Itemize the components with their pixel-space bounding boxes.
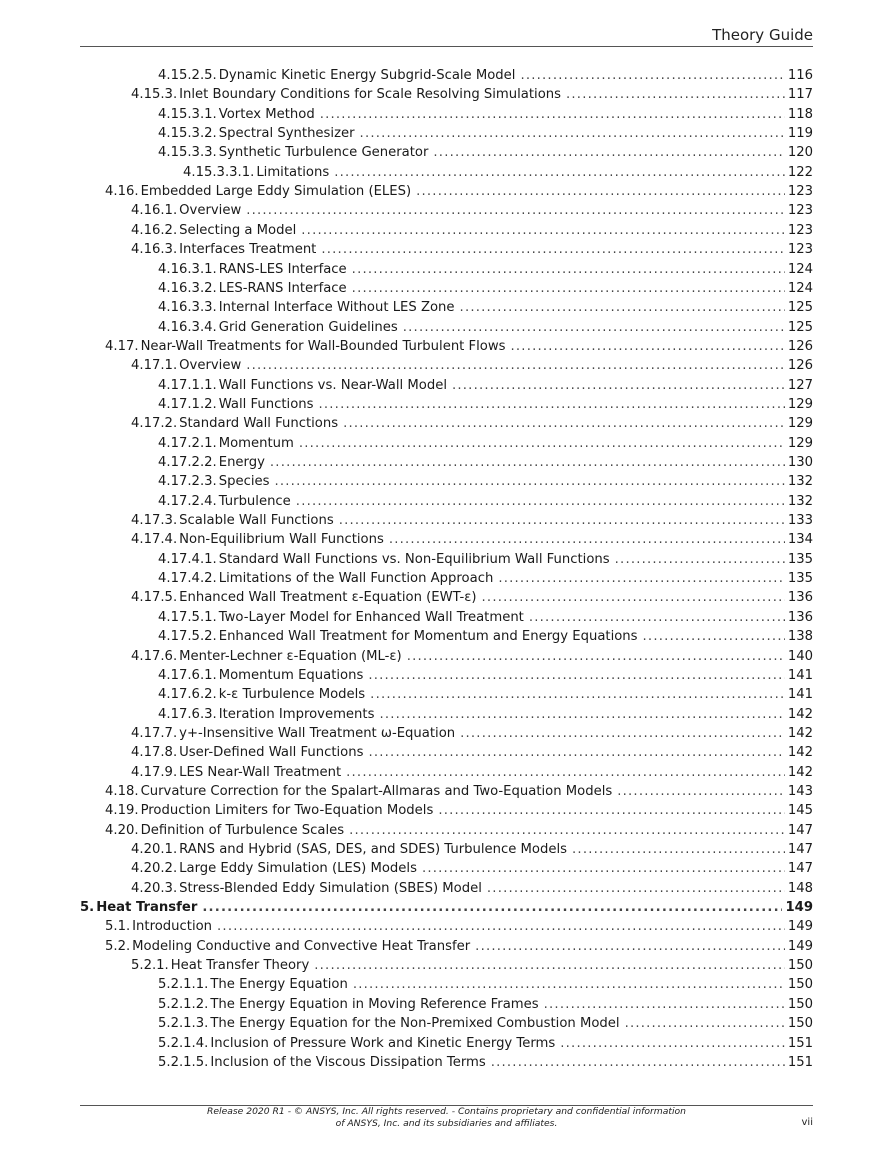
toc-entry[interactable] — [131, 743, 813, 762]
toc-entry-page: 132 — [787, 493, 813, 509]
toc-entry[interactable] — [131, 763, 813, 782]
toc-dot-leader — [422, 859, 785, 878]
toc-entry-number: 4.17.6.3. — [158, 706, 217, 722]
toc-entry-title: Interfaces Treatment — [179, 242, 317, 258]
toc-entry-title: The Energy Equation for the Non-Premixed Combustion Model — [210, 1016, 620, 1032]
toc-dot-leader — [452, 376, 785, 395]
toc-entry-number: 4.17.1.2. — [158, 396, 217, 412]
toc-dot-leader — [475, 937, 785, 956]
toc-dot-leader — [352, 279, 785, 298]
toc-dot-leader — [438, 801, 785, 820]
toc-entry-title: Embedded Large Eddy Simulation (ELES) — [140, 184, 412, 200]
toc-entry[interactable] — [131, 85, 813, 104]
toc-entry-page: 141 — [787, 667, 813, 683]
toc-entry-page: 136 — [787, 590, 813, 606]
toc-entry-page: 123 — [787, 184, 813, 200]
toc-entry-number: 4.17.3. — [131, 513, 178, 529]
toc-entry-page: 126 — [787, 338, 813, 354]
toc-entry-page: 138 — [787, 629, 813, 645]
toc-dot-leader — [275, 472, 785, 491]
toc-dot-leader — [368, 666, 784, 685]
toc-entry-number: 4.17.6. — [131, 648, 178, 664]
toc-entry-number: 5.2.1.1. — [158, 977, 209, 993]
toc-entry-page: 126 — [787, 358, 813, 374]
toc-entry[interactable] — [131, 956, 813, 975]
toc-entry-title: Iteration Improvements — [218, 706, 375, 722]
toc-entry-page: 136 — [787, 609, 813, 625]
toc-dot-leader — [482, 588, 785, 607]
toc-entry-page: 117 — [787, 87, 813, 103]
toc-entry-title: Inclusion of the Viscous Dissipation Terms — [210, 1054, 486, 1070]
toc-entry-title: RANS and Hybrid (SAS, DES, and SDES) Turbulence Models — [179, 842, 568, 857]
toc-entry[interactable] — [183, 163, 813, 182]
toc-entry[interactable] — [131, 647, 813, 666]
toc-entry[interactable] — [158, 124, 813, 143]
toc-entry-title: Vortex Method — [218, 106, 315, 122]
toc-entry[interactable] — [158, 685, 813, 704]
toc-dot-leader — [491, 1053, 785, 1072]
toc-entry-number: 4.17.6.2. — [158, 687, 217, 703]
toc-entry-number: 4.17.2.1. — [158, 435, 217, 451]
toc-entry[interactable] — [131, 879, 813, 898]
toc-entry-title: Heat Transfer — [96, 900, 198, 916]
toc-entry-title: LES-RANS Interface — [218, 280, 347, 296]
toc-entry-page: 123 — [787, 203, 813, 219]
toc-entry-title: Momentum Equations — [218, 667, 364, 683]
toc-entry[interactable] — [131, 356, 813, 375]
toc-entry-number: 5.1. — [105, 919, 131, 935]
toc-entry-title: Modeling Conductive and Convective Heat Transfer — [132, 938, 471, 954]
toc-entry-page: 127 — [787, 377, 813, 393]
toc-entry-title: Wall Functions — [218, 396, 314, 412]
toc-entry-page: 147 — [787, 861, 813, 877]
toc-entry[interactable] — [131, 240, 813, 259]
toc-entry-page: 135 — [787, 551, 813, 567]
toc-entry-page: 143 — [787, 783, 813, 799]
toc-entry-title: Standard Wall Functions vs. Non-Equilibrium Wall Functions — [218, 551, 610, 567]
toc-entry-page: 145 — [787, 803, 813, 819]
toc-entry-number: 4.15.3.3.1. — [183, 164, 255, 180]
toc-entry-page: 132 — [787, 474, 813, 490]
toc-entry-page: 150 — [787, 958, 813, 974]
toc-entry-page: 133 — [787, 513, 813, 529]
toc-entry-page: 150 — [787, 977, 813, 993]
toc-entry-number: 4.17.5. — [131, 590, 178, 606]
toc-entry-title: RANS-LES Interface — [218, 261, 347, 277]
toc-entry[interactable] — [158, 1014, 813, 1033]
toc-entry-page: 129 — [787, 396, 813, 412]
toc-entry-page: 149 — [785, 900, 813, 916]
toc-entry-title: Synthetic Turbulence Generator — [218, 145, 429, 161]
toc-entry[interactable] — [158, 492, 813, 511]
toc-entry-number: 4.16. — [105, 184, 139, 200]
toc-entry-page: 149 — [787, 938, 813, 954]
toc-entry-title: k-ε Turbulence Models — [218, 687, 366, 703]
toc-dot-leader — [334, 163, 785, 182]
toc-entry[interactable] — [158, 395, 813, 414]
toc-entry-title: Energy — [218, 455, 265, 470]
toc-dot-leader — [202, 898, 782, 917]
toc-entry-number: 4.16.3. — [131, 242, 178, 258]
toc-entry-number: 4.17.1.1. — [158, 377, 217, 393]
toc-entry-page: 122 — [787, 164, 813, 180]
header-divider — [80, 46, 813, 47]
toc-entry-title: LES Near-Wall Treatment — [179, 764, 342, 780]
toc-entry-number: 4.15.3.3. — [158, 145, 217, 161]
toc-entry-title: Non-Equilibrium Wall Functions — [179, 532, 384, 548]
toc-entry-number: 4.20.3. — [131, 880, 178, 896]
toc-entry[interactable] — [158, 569, 813, 588]
toc-entry-title: Inclusion of Pressure Work and Kinetic Energy Terms — [210, 1035, 556, 1051]
toc-entry-number: 4.17.8. — [131, 745, 178, 761]
toc-dot-leader — [511, 337, 785, 356]
toc-entry-title: Selecting a Model — [179, 222, 297, 238]
toc-entry-number: 4.20. — [105, 822, 139, 838]
toc-entry-page: 147 — [787, 842, 813, 857]
toc-entry-number: 4.17.4.2. — [158, 571, 217, 587]
toc-entry-title: Enhanced Wall Treatment for Momentum and Energy Equations — [218, 629, 638, 645]
toc-entry[interactable] — [158, 298, 813, 317]
toc-dot-leader — [416, 182, 785, 201]
toc-dot-leader — [572, 840, 785, 859]
toc-entry-number: 4.17.2. — [131, 416, 178, 432]
toc-entry[interactable] — [131, 414, 813, 433]
toc-dot-leader — [529, 608, 785, 627]
toc-dot-leader — [368, 743, 784, 762]
toc-entry-page: 123 — [787, 242, 813, 258]
toc-entry-page: 129 — [787, 435, 813, 451]
toc-entry-page: 142 — [787, 706, 813, 722]
footer-line-1: Release 2020 R1 - © ANSYS, Inc. All rights reserved. - Contains proprietary and confidential information — [207, 1106, 686, 1117]
toc-dot-leader — [314, 956, 785, 975]
toc-dot-leader — [370, 685, 785, 704]
toc-entry-page: 147 — [787, 822, 813, 838]
toc-entry-number: 5. — [80, 900, 95, 916]
toc-entry[interactable] — [158, 376, 813, 395]
toc-entry-title: Menter-Lechner ε-Equation (ML-ε) — [179, 648, 402, 664]
toc-entry[interactable] — [158, 627, 813, 646]
toc-entry-number: 5.2.1.3. — [158, 1016, 209, 1032]
toc-dot-leader — [343, 414, 785, 433]
toc-dot-leader — [403, 318, 785, 337]
toc-entry[interactable] — [131, 859, 813, 878]
toc-entry-page: 141 — [787, 687, 813, 703]
toc-entry-title: Turbulence — [218, 493, 291, 509]
toc-entry-page: 134 — [787, 532, 813, 548]
toc-entry-title: Introduction — [132, 919, 213, 935]
toc-entry-number: 5.2.1. — [131, 958, 169, 974]
toc-entry-page: 129 — [787, 416, 813, 432]
toc-entry-number: 4.17.9. — [131, 764, 178, 780]
toc-entry[interactable] — [158, 453, 813, 472]
toc-entry-page: 148 — [787, 880, 813, 896]
toc-dot-leader — [379, 705, 784, 724]
toc-entry[interactable] — [158, 1034, 813, 1053]
toc-entry-title: Heat Transfer Theory — [170, 958, 310, 974]
toc-entry-number: 4.17.1. — [131, 358, 178, 374]
toc-entry-title: Inlet Boundary Conditions for Scale Resolving Simulations — [179, 87, 562, 103]
toc-entry-number: 4.16.3.4. — [158, 319, 217, 335]
toc-entry[interactable] — [131, 530, 813, 549]
toc-entry-title: Wall Functions vs. Near-Wall Model — [218, 377, 447, 393]
toc-entry-number: 4.17.7. — [131, 725, 178, 741]
toc-entry-number: 4.17. — [105, 338, 139, 354]
toc-dot-leader — [346, 763, 785, 782]
toc-entry[interactable] — [158, 260, 813, 279]
toc-entry-number: 4.18. — [105, 783, 139, 799]
toc-entry-title: The Energy Equation in Moving Reference Frames — [210, 996, 539, 1012]
toc-dot-leader — [353, 975, 785, 994]
toc-entry-title: Production Limiters for Two-Equation Models — [140, 803, 434, 819]
toc-dot-leader — [299, 434, 785, 453]
toc-entry[interactable] — [131, 511, 813, 530]
toc-entry-number: 4.17.5.1. — [158, 609, 217, 625]
toc-entry[interactable] — [105, 937, 813, 956]
toc-dot-leader — [460, 724, 785, 743]
toc-entry-page: 140 — [787, 648, 813, 664]
toc-entry-number: 4.15.3.1. — [158, 106, 217, 122]
toc-dot-leader — [352, 260, 785, 279]
toc-entry-number: 5.2.1.5. — [158, 1054, 209, 1070]
toc-entry-page: 150 — [787, 996, 813, 1012]
toc-dot-leader — [217, 917, 785, 936]
toc-entry-number: 4.15.3.2. — [158, 126, 217, 142]
toc-dot-leader — [246, 201, 785, 220]
toc-dot-leader — [487, 879, 785, 898]
toc-entry-page: 151 — [787, 1054, 813, 1070]
toc-dot-leader — [349, 821, 785, 840]
toc-entry-title: Definition of Turbulence Scales — [140, 822, 345, 838]
toc-entry[interactable] — [158, 666, 813, 685]
toc-entry-number: 4.20.2. — [131, 861, 178, 877]
toc-dot-leader — [625, 1014, 785, 1033]
toc-entry-page: 124 — [787, 280, 813, 296]
toc-dot-leader — [301, 221, 785, 240]
toc-entry[interactable] — [158, 472, 813, 491]
toc-dot-leader — [566, 85, 785, 104]
footer-copyright — [80, 1106, 813, 1130]
toc-entry[interactable] — [158, 550, 813, 569]
toc-entry-number: 4.17.5.2. — [158, 629, 217, 645]
toc-entry[interactable] — [131, 221, 813, 240]
toc-entry-page: 149 — [787, 919, 813, 935]
toc-entry[interactable] — [158, 608, 813, 627]
toc-entry-title: Stress-Blended Eddy Simulation (SBES) Model — [179, 880, 482, 896]
toc-dot-leader — [560, 1034, 785, 1053]
toc-entry-title: Spectral Synthesizer — [218, 126, 355, 142]
toc-entry-title: Two-Layer Model for Enhanced Wall Treatment — [218, 609, 524, 625]
toc-entry-number: 5.2.1.4. — [158, 1035, 209, 1051]
toc-dot-leader — [270, 453, 785, 472]
toc-dot-leader — [520, 66, 784, 85]
toc-entry-title: Overview — [179, 203, 242, 219]
toc-entry-title: Internal Interface Without LES Zone — [218, 300, 455, 316]
toc-entry-title: Species — [218, 474, 270, 490]
toc-entry[interactable] — [158, 995, 813, 1014]
toc-dot-leader — [319, 395, 785, 414]
toc-entry[interactable] — [158, 279, 813, 298]
toc-entry-title: Curvature Correction for the Spalart-Allmaras and Two-Equation Models — [140, 783, 613, 799]
toc-dot-leader — [246, 356, 785, 375]
footer-page-number: vii — [801, 1117, 813, 1128]
toc-dot-leader — [389, 530, 785, 549]
toc-entry-number: 4.17.2.3. — [158, 474, 217, 490]
toc-entry-title: User-Defined Wall Functions — [179, 745, 364, 761]
toc-entry-page: 142 — [787, 725, 813, 741]
toc-entry[interactable] — [158, 66, 813, 85]
toc-entry-number: 4.15.3. — [131, 87, 178, 103]
toc-dot-leader — [320, 105, 785, 124]
toc-entry-title: Near-Wall Treatments for Wall-Bounded Turbulent Flows — [140, 338, 506, 354]
toc-entry-title: Limitations of the Wall Function Approach — [218, 571, 494, 587]
toc-entry[interactable] — [158, 318, 813, 337]
toc-entry-page: 118 — [787, 106, 813, 122]
toc-entry-title: Enhanced Wall Treatment ε-Equation (EWT-ε) — [179, 590, 477, 606]
toc-entry-title: Standard Wall Functions — [179, 416, 339, 432]
toc-entry-title: Momentum — [218, 435, 294, 451]
toc-entry[interactable] — [158, 105, 813, 124]
toc-entry-title: Limitations — [256, 164, 330, 180]
toc-entry[interactable] — [105, 182, 813, 201]
toc-entry-title: Grid Generation Guidelines — [218, 319, 398, 335]
toc-entry-page: 142 — [787, 745, 813, 761]
toc-entry[interactable] — [105, 782, 813, 801]
toc-entry[interactable] — [158, 143, 813, 162]
toc-dot-leader — [360, 124, 785, 143]
toc-dot-leader — [615, 550, 785, 569]
toc-dot-leader — [321, 240, 784, 259]
toc-entry[interactable] — [80, 898, 813, 917]
toc-entry-page: 123 — [787, 222, 813, 238]
toc-entry-page: 151 — [787, 1035, 813, 1051]
toc-entry-number: 5.2.1.2. — [158, 996, 209, 1012]
toc-entry-number: 4.15.2.5. — [158, 68, 217, 83]
toc-entry-number: 5.2. — [105, 938, 131, 954]
toc-entry-number: 4.20.1. — [131, 842, 178, 857]
toc-entry[interactable] — [131, 724, 813, 743]
toc-entry-page: 142 — [787, 764, 813, 780]
header-title: Theory Guide — [712, 26, 813, 44]
toc-entry-number: 4.17.4.1. — [158, 551, 217, 567]
toc-entry-page: 150 — [787, 1016, 813, 1032]
toc-entry-number: 4.16.3.2. — [158, 280, 217, 296]
toc-entry-title: Dynamic Kinetic Energy Subgrid-Scale Model — [218, 68, 516, 83]
toc-entry[interactable] — [131, 840, 813, 859]
toc-dot-leader — [498, 569, 785, 588]
toc-entry[interactable] — [158, 434, 813, 453]
toc-dot-leader — [643, 627, 785, 646]
toc-entry-page: 125 — [787, 300, 813, 316]
toc-entry-page: 120 — [787, 145, 813, 161]
footer-line-2: of ANSYS, Inc. and its subsidiaries and affiliates. — [335, 1118, 558, 1129]
toc-entry[interactable] — [105, 821, 813, 840]
toc-entry-page: 119 — [787, 126, 813, 142]
toc-entry[interactable] — [131, 201, 813, 220]
toc-dot-leader — [339, 511, 785, 530]
toc-entry-number: 4.17.2.2. — [158, 455, 217, 470]
toc-entry[interactable] — [105, 801, 813, 820]
toc-entry[interactable] — [158, 705, 813, 724]
toc-dot-leader — [460, 298, 785, 317]
toc-entry-number: 4.19. — [105, 803, 139, 819]
toc-entry[interactable] — [105, 337, 813, 356]
toc-entry-number: 4.17.4. — [131, 532, 178, 548]
toc-entry-page: 130 — [787, 455, 813, 470]
toc-entry-page: 135 — [787, 571, 813, 587]
toc-entry-title: Large Eddy Simulation (LES) Models — [179, 861, 417, 877]
toc-entry-number: 4.17.2.4. — [158, 493, 217, 509]
toc-entry[interactable] — [131, 588, 813, 607]
toc-dot-leader — [407, 647, 785, 666]
toc-entry-number: 4.16.2. — [131, 222, 178, 238]
toc-entry-title: Overview — [179, 358, 242, 374]
toc-dot-leader — [296, 492, 785, 511]
toc-dot-leader — [617, 782, 785, 801]
toc-entry-title: Scalable Wall Functions — [179, 513, 334, 529]
toc-dot-leader — [544, 995, 785, 1014]
toc-entry[interactable] — [158, 975, 813, 994]
toc-dot-leader — [433, 143, 784, 162]
toc-entry-number: 4.16.3.1. — [158, 261, 217, 277]
toc-entry-page: 124 — [787, 261, 813, 277]
toc-entry-title: The Energy Equation — [210, 977, 348, 993]
toc-entry[interactable] — [105, 917, 813, 936]
toc-entry-page: 116 — [787, 68, 813, 83]
toc-entry-number: 4.16.3.3. — [158, 300, 217, 316]
toc-entry-number: 4.17.6.1. — [158, 667, 217, 683]
toc-entry-page: 125 — [787, 319, 813, 335]
toc-entry-title: y+-Insensitive Wall Treatment ω-Equation — [179, 725, 456, 741]
toc-entry-number: 4.16.1. — [131, 203, 178, 219]
toc-entry[interactable] — [158, 1053, 813, 1072]
